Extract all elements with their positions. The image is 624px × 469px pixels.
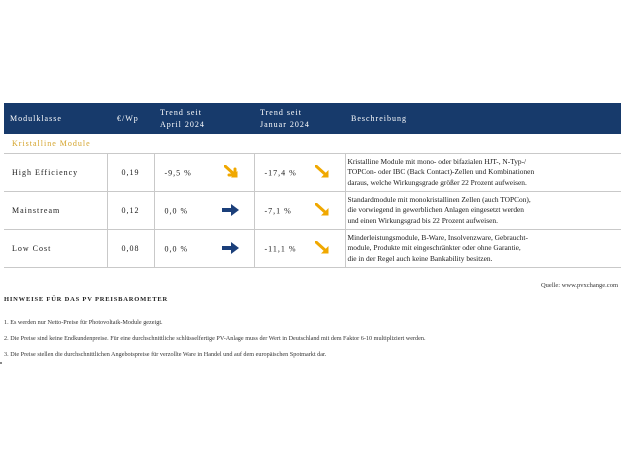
trend-april-value: 0,0 % bbox=[164, 244, 189, 253]
row-description bbox=[345, 230, 621, 268]
desc-line: die in der Regel auch keine Bankability besitzen. bbox=[347, 253, 493, 263]
desc-line: Standardmodule mit monokristallinen Zellen (auch TOPCon), bbox=[347, 194, 531, 204]
table-row bbox=[4, 154, 621, 192]
row-label: Low Cost bbox=[4, 230, 107, 268]
desc-line: module, Produkte mit eingeschränkter oder ohne Garantie, bbox=[347, 243, 521, 253]
row-trend-jan bbox=[254, 192, 345, 230]
arrow-right-icon bbox=[222, 204, 240, 218]
desc-line: Minderleistungsmodule, B-Ware, Insolvenzware, Gebraucht- bbox=[347, 232, 528, 242]
table-header-row bbox=[4, 103, 621, 134]
row-trend-april bbox=[154, 154, 254, 192]
row-description bbox=[345, 154, 621, 192]
note-item: 3. Die Preise stellen die durchschnittlichen Angebotspreise für verzollte Ware in Handel und auf dem europäischen Spotmarkt dar. bbox=[4, 351, 327, 358]
header-trend-jan-line2: Januar 2024 bbox=[260, 119, 310, 129]
trend-jan-value: -11,1 % bbox=[264, 244, 297, 253]
trend-jan-value: -17,4 % bbox=[264, 168, 297, 177]
header-trend-jan-line1: Trend seit bbox=[260, 107, 302, 117]
trend-april-value: -9,5 % bbox=[164, 168, 192, 177]
row-label: Mainstream bbox=[4, 192, 107, 230]
header-trend-april-line1: Trend seit bbox=[160, 107, 202, 117]
row-trend-april bbox=[154, 192, 254, 230]
row-price: 0,12 bbox=[107, 192, 154, 230]
header-beschreibung: Beschreibung bbox=[345, 103, 621, 134]
row-trend-jan bbox=[254, 154, 345, 192]
desc-line: TOPCon- oder IBC (Back Contact)-Zellen und Kombinationen bbox=[347, 167, 535, 177]
stray-dot bbox=[0, 362, 2, 364]
source-credit: Quelle: www.pvxchange.com bbox=[540, 282, 618, 289]
table-row bbox=[4, 192, 621, 230]
row-trend-april bbox=[154, 230, 254, 268]
desc-line: Kristalline Module mit mono- oder bifazialen HJT-, N-Typ-/ bbox=[347, 156, 527, 166]
arrow-down-right-icon bbox=[315, 203, 331, 219]
arrow-down-right-icon bbox=[224, 165, 240, 181]
header-eur-wp: €/Wp bbox=[107, 103, 154, 134]
note-item: 2. Die Preise sind keine Endkundenpreise. Für eine durchschnittliche schlüsselfertige PV-Anlage muss der Wert in Deutschland mit dem Faktor 6-10 multipliziert werden. bbox=[4, 335, 426, 342]
trend-jan-value: -7,1 % bbox=[264, 206, 292, 215]
header-trend-jan bbox=[254, 103, 345, 134]
desc-line: die vorwiegend in gewerblichen Anlagen eingesetzt werden bbox=[347, 205, 524, 215]
desc-line: und einen Wirkungsgrad bis 22 Prozent aufweisen. bbox=[347, 215, 498, 225]
section-row bbox=[4, 134, 621, 154]
row-label: High Efficiency bbox=[4, 154, 107, 192]
row-price: 0,08 bbox=[107, 230, 154, 268]
header-trend-april-line2: April 2024 bbox=[160, 119, 205, 129]
header-trend-april bbox=[154, 103, 254, 134]
price-table bbox=[4, 103, 621, 268]
row-price: 0,19 bbox=[107, 154, 154, 192]
arrow-down-right-icon bbox=[315, 241, 331, 257]
header-modulklasse: Modulklasse bbox=[4, 103, 107, 134]
row-description bbox=[345, 192, 621, 230]
row-trend-jan bbox=[254, 230, 345, 268]
arrow-right-icon bbox=[222, 242, 240, 256]
table-row bbox=[4, 230, 621, 268]
arrow-down-right-icon bbox=[315, 165, 331, 181]
section-label: Kristalline Module bbox=[4, 134, 621, 154]
notes-title: HINWEISE FÜR DAS PV PREISBAROMETER bbox=[4, 296, 168, 303]
price-table-container bbox=[4, 103, 621, 268]
trend-april-value: 0,0 % bbox=[164, 206, 189, 215]
note-item: 1. Es werden nur Netto-Preise für Photovoltaik-Module gezeigt. bbox=[4, 319, 163, 326]
desc-line: daraus, welche Wirkungsgrade größer 22 Prozent aufweisen. bbox=[347, 177, 527, 187]
